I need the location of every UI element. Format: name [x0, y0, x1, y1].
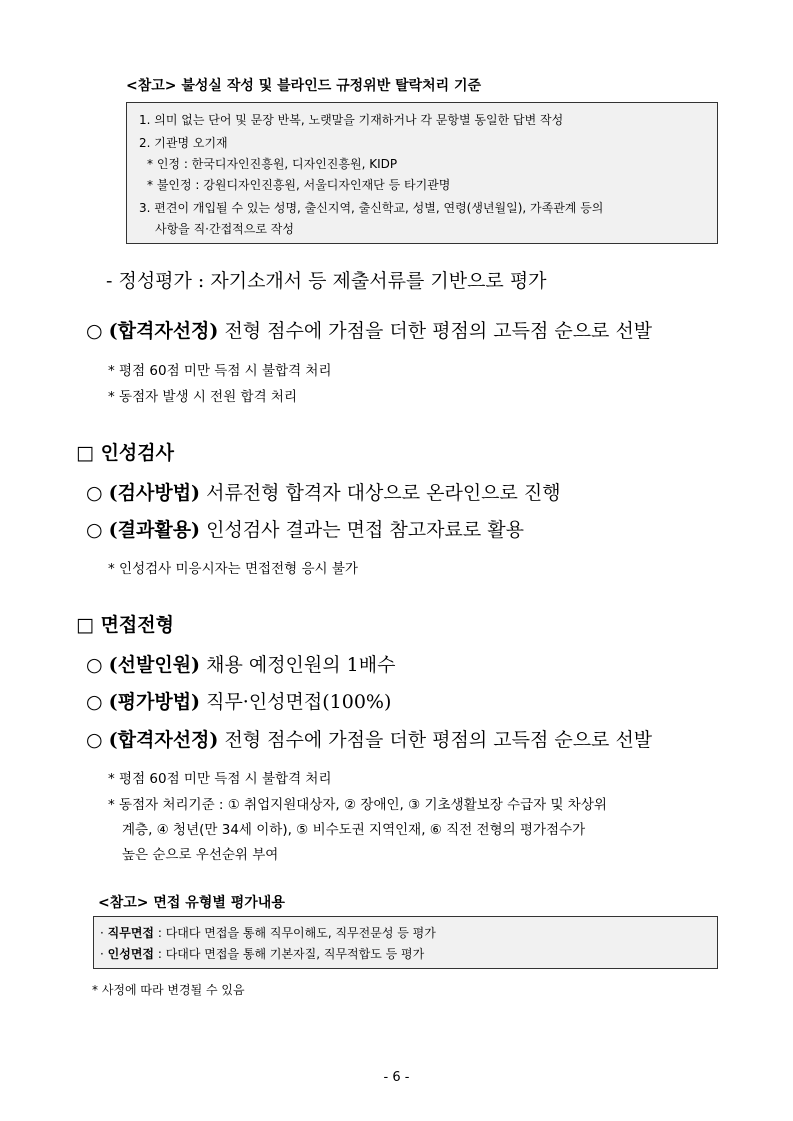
interview-item-1-text: 채용 예정인원의 1배수	[206, 654, 396, 676]
ref2-box	[93, 916, 718, 969]
page-number: - 6 -	[383, 1070, 410, 1085]
ref1-line-6: 사항을 직·간접적으로 작성	[155, 222, 294, 236]
ref1-line-5: 3. 편견이 개입될 수 있는 성명, 출신지역, 출신학교, 성별, 연령(생년월일), 가족관계 등의	[139, 201, 604, 215]
ref1-line-4: * 불인정 : 강원디자인진흥원, 서울디자인재단 등 타기관명	[147, 178, 451, 192]
interview-item-3-label: (합격자선정)	[108, 729, 219, 751]
circle-bullet-icon: ○	[86, 482, 103, 504]
interview-note-4: 높은 순으로 우선순위 부여	[122, 847, 279, 863]
interview-item-2-text: 직무·인성면접(100%)	[206, 691, 392, 713]
circle-bullet-icon: ○	[86, 320, 103, 342]
interview-item-2	[86, 687, 391, 714]
ref2-row-1-label: 직무면접	[107, 926, 155, 940]
personality-item-1-label: (검사방법)	[108, 482, 201, 504]
personality-item-2-label: (결과활용)	[108, 519, 201, 541]
ref1-line-2: 2. 기관명 오기재	[139, 136, 228, 150]
circle-bullet-icon: ○	[86, 519, 103, 541]
interview-note-2: * 동점자 처리기준 : ① 취업지원대상자, ② 장애인, ③ 기초생활보장 수급자 및 차상위	[108, 797, 607, 813]
interview-item-3-text: 전형 점수에 가점을 더한 평점의 고득점 순으로 선발	[224, 729, 653, 751]
personality-item-2-text: 인성검사 결과는 면접 참고자료로 활용	[206, 519, 524, 541]
personality-note: * 인성검사 미응시자는 면접전형 응시 불가	[108, 561, 358, 577]
ref1-line-1: 1. 의미 없는 단어 및 문장 반복, 노랫말을 기재하거나 각 문항별 동일한 답변 작성	[139, 113, 564, 127]
circle-bullet-icon: ○	[86, 691, 103, 713]
ref2-row-1: · 직무면접 : 다대다 면접을 통해 직무이해도, 직무전문성 등 평가	[100, 926, 436, 940]
personality-item-1-text: 서류전형 합격자 대상으로 온라인으로 진행	[206, 482, 561, 504]
interview-item-1	[86, 650, 395, 677]
interview-note-3: 계층, ④ 청년(만 34세 이하), ⑤ 비수도권 지역인재, ⑥ 직전 전형의 평가점수가	[122, 822, 586, 838]
selection1-label: (합격자선정)	[108, 320, 219, 342]
interview-item-3	[86, 725, 652, 752]
ref2-row-2: · 인성면접 : 다대다 면접을 통해 기본자질, 직무적합도 등 평가	[100, 947, 425, 961]
ref1-box	[126, 102, 718, 244]
ref2-title: <참고> 면접 유형별 평가내용	[98, 895, 285, 911]
circle-bullet-icon: ○	[86, 729, 103, 751]
ref2-row-2-label: 인성면접	[107, 947, 155, 961]
ref1-line-3: * 인정 : 한국디자인진흥원, 디자인진흥원, KIDP	[147, 157, 398, 171]
personality-item-1	[86, 478, 561, 505]
personality-heading: □ 인성검사	[76, 442, 174, 464]
selection1-item	[86, 316, 652, 343]
ref1-title: <참고> 불성실 작성 및 블라인드 규정위반 탈락처리 기준	[126, 78, 482, 94]
interview-note-1: * 평점 60점 미만 득점 시 불합격 처리	[108, 771, 332, 787]
interview-heading: □ 면접전형	[76, 614, 174, 636]
selection1-text: 전형 점수에 가점을 더한 평점의 고득점 순으로 선발	[224, 320, 653, 342]
selection1-note-1: * 평점 60점 미만 득점 시 불합격 처리	[108, 363, 332, 379]
interview-item-2-label: (평가방법)	[108, 691, 201, 713]
qualitative-line: - 정성평가 : 자기소개서 등 제출서류를 기반으로 평가	[106, 270, 547, 292]
circle-bullet-icon: ○	[86, 654, 103, 676]
personality-item-2	[86, 515, 524, 542]
interview-item-1-label: (선발인원)	[108, 654, 201, 676]
ref2-footnote: * 사정에 따라 변경될 수 있음	[92, 983, 245, 997]
selection1-note-2: * 동점자 발생 시 전원 합격 처리	[108, 389, 297, 405]
